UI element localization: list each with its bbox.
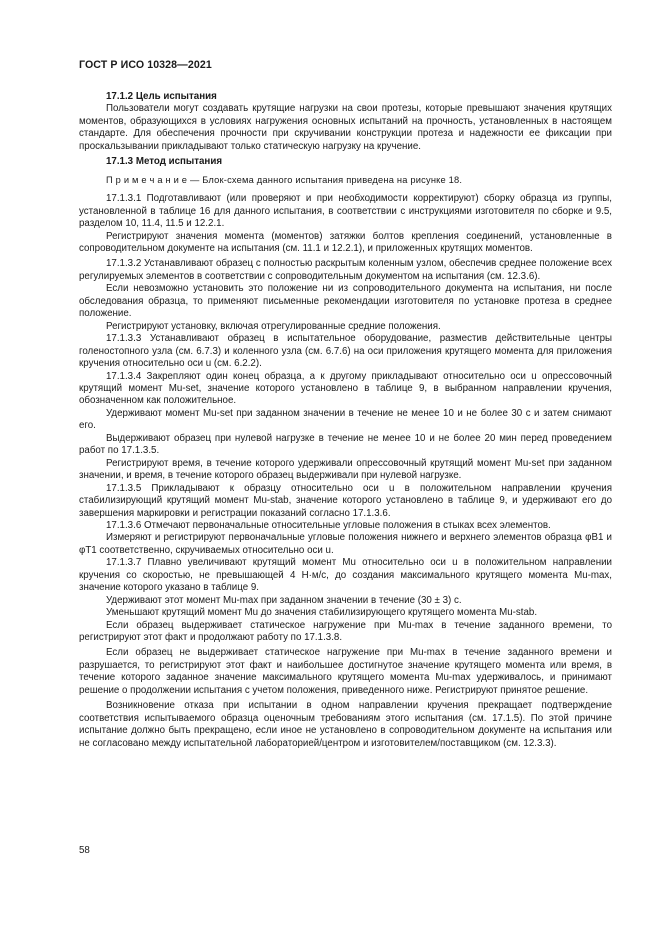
paragraph: 17.1.3.2 Устанавливают образец с полностью раскрытым коленным узлом, обеспечив среднее положение всех регулируемых элементов в соответствии с сопроводительным документом на испытания (см. 12.3.6). (79, 258, 612, 282)
paragraph: Выдерживают образец при нулевой нагрузке в течение не менее 10 и не более 20 мин перед проведением работ по 17.1.3.5. (79, 432, 612, 457)
paragraph: Возникновение отказа при испытании в одном направлении кручения прекращает подтверждение соответствия испытываемого образца оценочным требованиям этого испытания (см. 17.1.5). По этой причине испытание должно быть прекращено, если иное не установлено в сопроводительном документе на испытания или не согласовано между испытательной лабораторией/центром и изготовителем/поставщиком (см. 12.3.3). (79, 700, 612, 749)
paragraph: Измеряют и регистрируют первоначальные угловые положения нижнего и верхнего элементов образца φB1 и φT1 соответственно, скручиваемых относительно оси u. (79, 532, 612, 556)
note: П р и м е ч а н и е — Блок-схема данного испытания приведена на рисунке 18. (106, 174, 463, 185)
paragraph: Удерживают момент Mu-set при заданном значении в течение не менее 10 и не более 30 с и затем снимают его. (79, 407, 612, 432)
section-heading-17-1-3: 17.1.3 Метод испытания (106, 156, 223, 168)
paragraph: 17.1.3.3 Устанавливают образец в испытательное оборудование, разместив действительные центры голеностопного узла (см. 6.7.3) и коленного узла (см. 6.7.6) на оси приложения крутящего момента для приложения кручения относительно оси u (см. 6.2.2). (79, 333, 612, 370)
document-header: ГОСТ Р ИСО 10328—2021 (79, 59, 212, 71)
section-heading-17-1-2: 17.1.2 Цель испытания (106, 91, 217, 102)
paragraph: 17.1.3.7 Плавно увеличивают крутящий момент Mu относительно оси u в положительном направлении кручения со скоростью, не превышающей 4 Н·м/с, до создания максимального крутящего момента Mu-max, значение которого указано в таблице 9. (79, 557, 612, 594)
paragraph: Если образец выдерживает статическое нагружение при Mu-max в течение заданного времени, то регистрируют этот факт и продолжают работу по 17.1.3.8. (79, 619, 612, 644)
paragraph: Регистрируют значения момента (моментов) затяжки болтов крепления соединений, установленные в сопроводительном документе на испытания (см. 11.1 и 12.2.1), и приложенных крутящих моментов. (79, 230, 612, 254)
paragraph: 17.1.3.6 Отмечают первоначальные относительные угловые положения в стыках всех элементов. (106, 519, 551, 531)
paragraph: 17.1.3.1 Подготавливают (или проверяют и при необходимости корректируют) сборку образца из группы, установленной в таблице 16 для данного испытания, в соответствии с инструкциями изготовителя по сборке и 9.5, разделом 10, 11.4, 11.5 и 12.2.1. (79, 193, 612, 230)
document-body (79, 91, 612, 750)
paragraph: Если невозможно установить это положение ни из сопроводительного документа на испытания, ни после обследования образца, то применяют письменные рекомендации изготовителя по установке протеза в среднее положение. (79, 283, 612, 320)
paragraph: 17.1.3.5 Прикладывают к образцу относительно оси u в положительном направлении кручения стабилизирующий крутящий момент Mu-stab, значение которого установлено в таблице 9, и удерживают его до завершения маркировки и регистрации показаний согласно 17.1.3.6. (79, 482, 612, 519)
paragraph: Регистрируют время, в течение которого удерживали опрессовочный крутящий момент Mu-set при заданном значении, и время, в течение которого образец выдерживали при нулевой нагрузке. (79, 457, 612, 482)
paragraph: Уменьшают крутящий момент Mu до значения стабилизирующего крутящего момента Mu-stab. (106, 607, 538, 619)
page-number: 58 (79, 845, 90, 856)
paragraph: Удерживают этот момент Mu-max при заданном значении в течение (30 ± 3) с. (106, 594, 462, 606)
paragraph: Если образец не выдерживает статическое нагружение при Mu-max в течение заданного времени и разрушается, то регистрируют этот факт и наибольшее достигнутое значение крутящего момента или время, в течение которого заданное значение максимального крутящего момента Mu-max удерживалось, и принимают решение о продолжении испытания с учетом положения, приведенного ниже. Регистрируют принятое решение. (79, 647, 612, 696)
paragraph: Пользователи могут создавать крутящие нагрузки на свои протезы, которые превышают значения крутящих моментов, образующихся в условиях нагружения основных испытаний на прочность, установленных в настоящем стандарте. Для обеспечения прочности при скручивании конструкции протеза и надежности ее фиксации при проскальзывании прикладывают только статическую нагрузку на кручение. (79, 103, 612, 152)
paragraph: 17.1.3.4 Закрепляют один конец образца, а к другому прикладывают относительно оси u опрессовочный крутящий момент Mu-set, значение которого установлено в таблице 9, в выбранном направлении кручения, обозначенном как положительное. (79, 370, 612, 407)
paragraph: Регистрируют установку, включая отрегулированные средние положения. (106, 320, 441, 332)
